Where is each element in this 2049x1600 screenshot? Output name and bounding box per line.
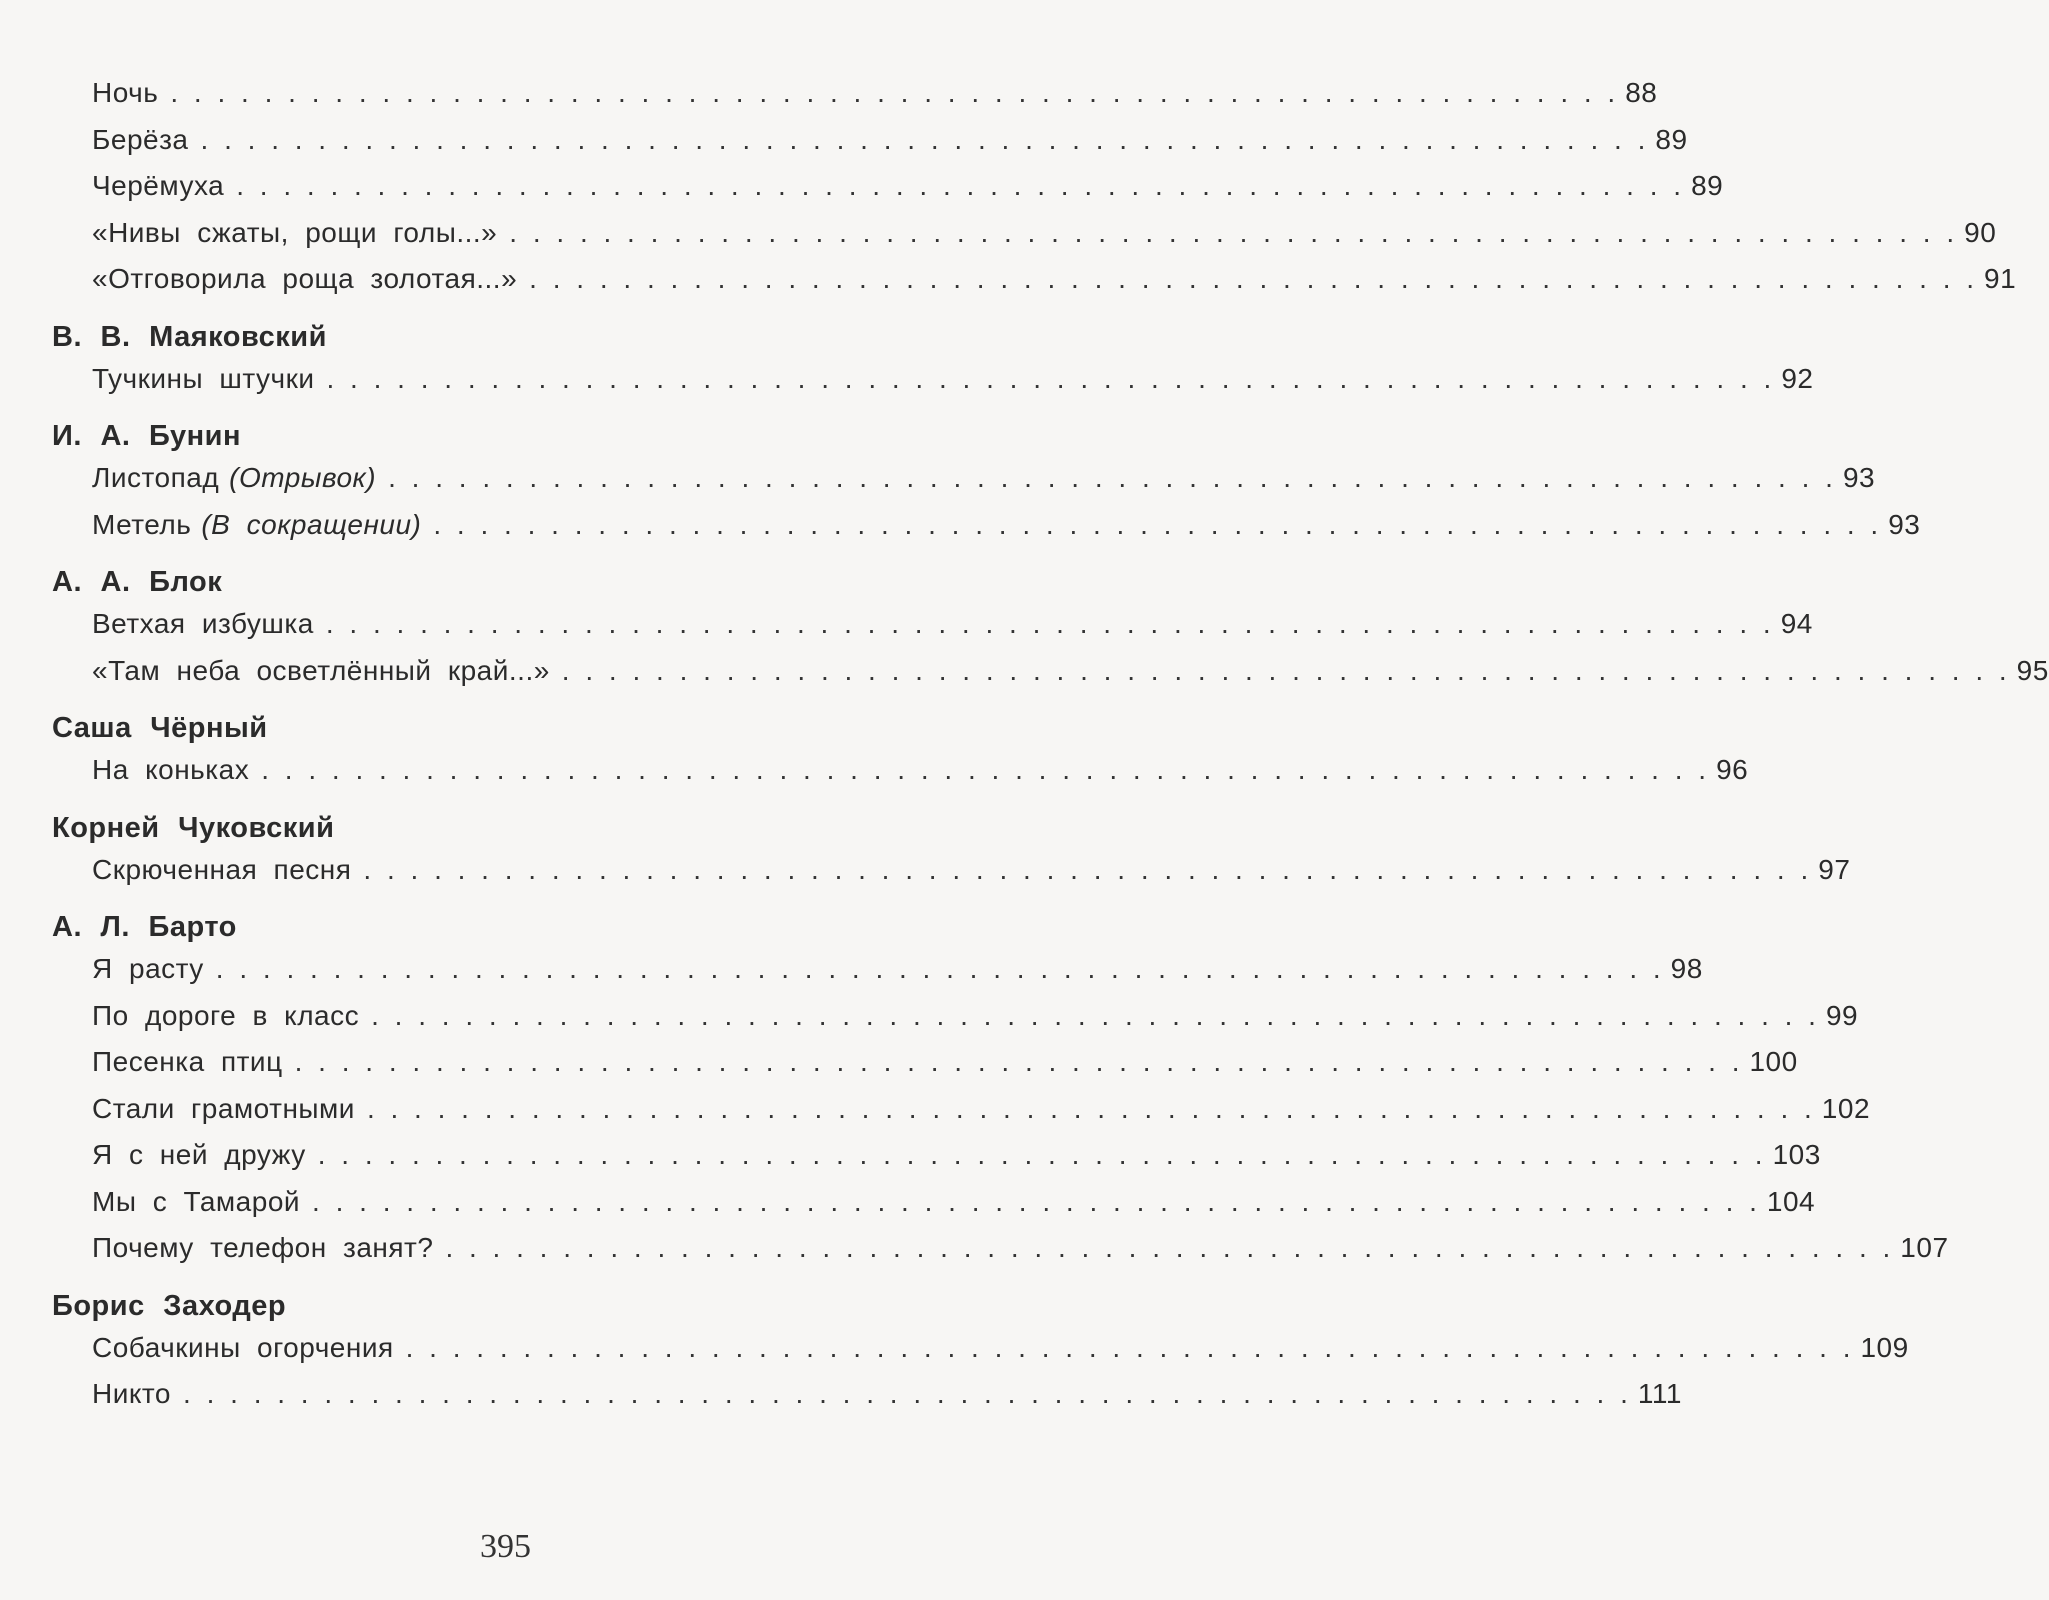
dot-leader: . . . . . . . . . . . . . . . . . . . . . . . . . . . . . . . . . . . . . . . . . . . . . . . . . . . . . . . . . . . . . . [388,462,1837,493]
entry-title: «Там неба осветлённый край...» [92,654,550,686]
dot-leader: . . . . . . . . . . . . . . . . . . . . . . . . . . . . . . . . . . . . . . . . . . . . . . . . . . . . . . . . . . . . . . [509,216,1959,248]
dot-leader: . . . . . . . . . . . . . . . . . . . . . . . . . . . . . . . . . . . . . . . . . . . . . . . . . . . . . . . . . . . . . . [325,608,1775,639]
entry-page-number: 91 [1984,263,2017,294]
toc-entry [52,847,1851,894]
entry-title: Метель [92,508,192,540]
dot-leader: . . . . . . . . . . . . . . . . . . . . . . . . . . . . . . . . . . . . . . . . . . . . . . . . . . . . . . . . . . . . . . [317,1139,1767,1170]
entry-page-number: 96 [1716,754,1749,785]
toc-entry [52,648,2049,695]
dot-leader: . . . . . . . . . . . . . . . . . . . . . . . . . . . . . . . . . . . . . . . . . . . . . . . . . . . . . . . . . . . . . . [445,1232,1895,1263]
entry-note: (В сокращении) [201,508,422,540]
author-heading: И. А. Бунин [52,420,241,452]
author-heading: Корней Чуковский [52,811,335,844]
entry-title: Ветхая избушка [92,608,314,639]
entry-page-number: 107 [1900,1232,1949,1263]
dot-leader: . . . . . . . . . . . . . . . . . . . . . . . . . . . . . . . . . . . . . . . . . . . . . . . . . . . . . . . . . . . . . . [326,362,1776,394]
toc-entry [52,1132,1821,1179]
entry-page-number: 97 [1818,853,1851,885]
dot-leader: . . . . . . . . . . . . . . . . . . . . . . . . . . . . . . . . . . . . . . . . . . . . . . . . . . . . . . . . . . . . . . [561,654,2011,686]
entry-page-number: 94 [1780,608,1813,639]
toc-entry [52,70,1658,117]
dot-leader: . . . . . . . . . . . . . . . . . . . . . . . . . . . . . . . . . . . . . . . . . . . . . . . . . . . . . . . . . . . . . . [215,953,1665,984]
entry-title: По дороге в класс [92,999,360,1031]
entry-note: (Отрывок) [229,462,377,493]
entry-title: Никто [92,1378,172,1409]
entry-page-number: 99 [1825,999,1859,1031]
toc-entry [52,356,1814,403]
entry-page-number: 103 [1772,1139,1821,1170]
entry-page-number: 111 [1637,1378,1682,1409]
table-of-contents [52,70,2049,1418]
toc-entry [52,455,1876,502]
dot-leader: . . . . . . . . . . . . . . . . . . . . . . . . . . . . . . . . . . . . . . . . . . . . . . . . . . . . . . . . . . . . . . [312,1185,1761,1217]
dot-leader: . . . . . . . . . . . . . . . . . . . . . . . . . . . . . . . . . . . . . . . . . . . . . . . . . . . . . . . . . . . . . . [433,508,1883,540]
entry-page-number: 88 [1625,77,1658,108]
author-heading: Борис Заходер [52,1289,287,1322]
entry-page-number: 95 [2016,654,2049,686]
entry-title: Собачкины огорчения [92,1331,394,1363]
dot-leader: . . . . . . . . . . . . . . . . . . . . . . . . . . . . . . . . . . . . . . . . . . . . . . . . . . . . . . . . . . . . . . [363,853,1813,885]
toc-entry [52,502,1921,549]
entry-title: Тучкины штучки [92,362,315,394]
dot-leader: . . . . . . . . . . . . . . . . . . . . . . . . . . . . . . . . . . . . . . . . . . . . . . . . . . . . . . . . . . . . . . [200,123,1650,155]
dot-leader: . . . . . . . . . . . . . . . . . . . . . . . . . . . . . . . . . . . . . . . . . . . . . . . . . . . . . . . . . . . . . . [405,1331,1855,1363]
toc-entry [52,946,1703,993]
entry-title: Скрюченная песня [92,853,352,885]
toc-entry [52,163,1724,210]
toc-entry [52,256,2017,303]
toc-entry [52,1225,1949,1272]
dot-leader: . . . . . . . . . . . . . . . . . . . . . . . . . . . . . . . . . . . . . . . . . . . . . . . . . . . . . . . . . . . . . . [294,1046,1744,1077]
entry-title: На коньках [92,754,250,785]
entry-page-number: 100 [1749,1046,1798,1077]
entry-title: Я с ней дружу [92,1139,306,1170]
entry-title: Стали грамотными [92,1092,355,1124]
dot-leader: . . . . . . . . . . . . . . . . . . . . . . . . . . . . . . . . . . . . . . . . . . . . . . . . . . . . . . . . . . . . . . [183,1378,1632,1409]
entry-page-number: 104 [1766,1185,1816,1217]
entry-title: Я расту [92,953,204,984]
entry-page-number: 93 [1888,508,1921,540]
author-heading: А. Л. Барто [52,911,237,943]
entry-page-number: 98 [1670,953,1703,984]
author-heading: А. А. Блок [52,566,223,598]
entry-title: Берёза [92,123,189,155]
entry-page-number: 102 [1821,1092,1871,1124]
entry-title: «Отговорила роща золотая...» [92,263,518,294]
entry-page-number: 109 [1860,1331,1909,1363]
toc-entry [52,1039,1798,1086]
dot-leader: . . . . . . . . . . . . . . . . . . . . . . . . . . . . . . . . . . . . . . . . . . . . . . . . . . . . . . . . . . . . . . [529,263,1979,294]
entry-title: Черёмуха [92,170,225,201]
toc-entry [52,117,1688,164]
author-heading: В. В. Маяковский [52,320,327,353]
toc-entry [52,1325,1909,1372]
dot-leader: . . . . . . . . . . . . . . . . . . . . . . . . . . . . . . . . . . . . . . . . . . . . . . . . . . . . . . . . . . . . . . [371,999,1820,1031]
dot-leader: . . . . . . . . . . . . . . . . . . . . . . . . . . . . . . . . . . . . . . . . . . . . . . . . . . . . . . . . . . . . . . [366,1092,1816,1124]
entry-title: Песенка птиц [92,1046,283,1077]
dot-leader: . . . . . . . . . . . . . . . . . . . . . . . . . . . . . . . . . . . . . . . . . . . . . . . . . . . . . . . . . . . . . . [261,754,1711,785]
dot-leader: . . . . . . . . . . . . . . . . . . . . . . . . . . . . . . . . . . . . . . . . . . . . . . . . . . . . . . . . . . . . . . [236,170,1686,201]
entry-page-number: 93 [1842,462,1876,493]
entry-page-number: 89 [1655,123,1688,155]
toc-entry [52,993,1859,1040]
page-number: 395 [480,1528,531,1565]
toc-entry [52,210,1997,257]
entry-page-number: 89 [1691,170,1724,201]
entry-title: Мы с Тамарой [92,1185,301,1217]
entry-title: «Нивы сжаты, рощи голы...» [92,216,498,248]
entry-page-number: 90 [1964,216,1997,248]
toc-entry [52,1086,1871,1133]
dot-leader: . . . . . . . . . . . . . . . . . . . . . . . . . . . . . . . . . . . . . . . . . . . . . . . . . . . . . . . . . . . . . . [170,77,1620,108]
toc-entry [52,747,1749,794]
author-heading: Саша Чёрный [52,712,268,744]
entry-title: Листопад [92,462,220,493]
toc-entry [52,1371,1682,1418]
entry-page-number: 92 [1781,362,1814,394]
entry-title: Почему телефон занят? [92,1232,434,1263]
toc-entry [52,601,1813,648]
entry-title: Ночь [92,77,159,108]
toc-entry [52,1179,1816,1226]
